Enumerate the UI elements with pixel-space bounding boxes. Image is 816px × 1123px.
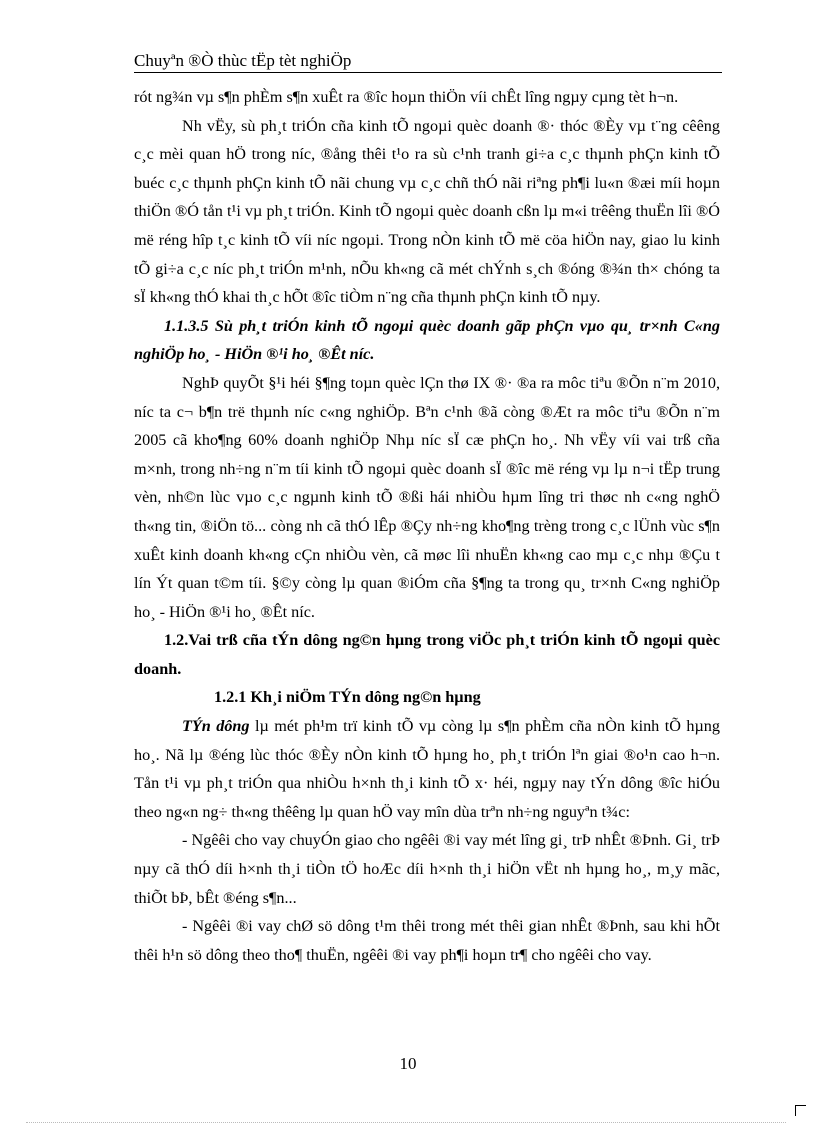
document-body bbox=[134, 83, 720, 969]
paragraph-credit-definition bbox=[134, 712, 720, 826]
page-corner-mark bbox=[795, 1105, 806, 1116]
section-heading-1-2-1: 1.2.1 Kh¸i niÖm TÝn dông ng©n hµng bbox=[214, 688, 481, 707]
header-divider bbox=[134, 72, 722, 73]
paragraph-principle-2: - Ngêêi ®i vay chØ sö dông t¹m thêi trong mét thêi gian nhÊt ®Þnh, sau khi hÕt thêi h¹n sö dông theo tho¶ thuËn, ngêêi ®i vay ph¶i hoµn tr¶ cho ngêêi cho vay. bbox=[134, 917, 720, 964]
credit-definition-text: lµ mét ph¹m trï kinh tÕ vµ còng lµ s¶n phÈm cña nÒn kinh tÕ hµng ho¸. Nã lµ ®éng lùc thóc ®Èy nÒn kinh tÕ hµng ho¸ ph¸t triÓn lªn giai ®o¹n cao h¬n. Tån t¹i vµ ph¸t triÓn qua nhiÒu h×nh th¸i kinh tÕ x· héi, ngµy nay tÝn dông ®îc hiÓu theo ng«n ng÷ th«ng thêêng lµ quan hÖ vay mîn dùa trªn nh÷ng nguyªn t¾c: bbox=[134, 717, 720, 821]
section-heading-1-1-3-5: 1.1.3.5 Sù ph¸t triÓn kinh tÕ ngoµi quèc doanh gãp phÇn vµo qu¸ tr×nh C«ng nghiÖp ho¸ - HiÖn ®¹i ho¸ ®Êt níc. bbox=[134, 316, 720, 364]
paragraph-principle-1: - Ngêêi cho vay chuyÓn giao cho ngêêi ®i vay mét lîng gi¸ trÞ nhÊt ®Þnh. Gi¸ trÞ nµy cã thÓ díi h×nh th¸i tiÒn tÖ hoÆc díi h×nh th¸i hiÖn vËt nh hµng ho¸, m¸y mãc, thiÕt bÞ, bÊt ®éng s¶n... bbox=[134, 831, 720, 907]
page-number: 10 bbox=[399, 1054, 417, 1073]
section-heading-1-2: 1.2.Vai trß cña tÝn dông ng©n hµng trong viÖc ph¸t triÓn kinh tÕ ngoµi quèc doanh. bbox=[134, 631, 720, 678]
paragraph-continuation: rót ng¾n vµ s¶n phÈm s¶n xuÊt ra ®îc hoµn thiÖn víi chÊt lîng ngµy cµng tèt h¬n. bbox=[134, 88, 679, 106]
paragraph-resolution: NghÞ quyÕt §¹i héi §¶ng toµn quèc lÇn thø IX ®· ®a ra môc tiªu ®Õn n¨m 2010, níc ta c¬ b¶n trë thµnh níc c«ng nghiÖp. Bªn c¹nh ®ã còng ®Æt ra môc tiªu ®Õn n¨m 2005 cã kho¶ng 60% doanh nghiÖp Nhµ níc sÏ cæ phÇn ho¸. Nh vËy víi vai trß cña m×nh, trong nh÷ng n¨m tíi kinh tÕ ngoµi quèc doanh sÏ ®îc më réng vµ lµ n¬i tËp trung vèn, nh©n lùc vµo c¸c ngµnh kinh tÕ ®ßi hái nhiÒu hµm lîng tri thøc nh c«ng nghÖ th«ng tin, ®iÖn tö... còng nh cã thÓ lÊp ®Çy nh÷ng kho¶ng trèng trong c¸c lÜnh vùc s¶n xuÊt kinh doanh kh«ng cÇn nhiÒu vèn, cã møc lîi nhuËn kh«ng cao mµ c¸c nhµ ®Çu t lín Ýt quan t©m tíi. §©y còng lµ quan ®iÓm cña §¶ng ta trong qu¸ tr×nh C«ng nghiÖp ho¸ - HiÖn ®¹i ho¸ ®Êt níc. bbox=[134, 373, 720, 621]
paragraph-development: Nh vËy, sù ph¸t triÓn cña kinh tÕ ngoµi quèc doanh ®· thóc ®Èy vµ t¨ng cêêng c¸c mèi quan hÖ trong níc, ®ång thêi t¹o ra sù c¹nh tranh gi÷a c¸c thµnh phÇn kinh tÕ buéc c¸c thµnh phÇn kinh tÕ nãi chung vµ c¸c chñ thÓ nãi riªng ph¶i lu«n ®æi míi hoµn thiÖn ®Ó tån t¹i vµ ph¸t triÓn. Kinh tÕ ngoµi quèc doanh cßn lµ m«i trêêng thuËn lîi ®Ó më réng hîp t¸c kinh tÕ víi níc ngoµi. Trong nÒn kinh tÕ më cöa hiÖn nay, giao lu kinh tÕ gi÷a c¸c níc ph¸t triÓn m¹nh, nÕu kh«ng cã mét chÝnh s¸ch ®óng ®¾n th× chóng ta sÏ kh«ng thÓ khai th¸c hÕt ®îc tiÒm n¨ng cña thµnh phÇn kinh tÕ nµy. bbox=[134, 116, 720, 307]
running-header: Chuyªn ®Ò thùc tËp tèt nghiÖp bbox=[134, 51, 352, 70]
term-credit: TÝn dông bbox=[182, 717, 250, 736]
